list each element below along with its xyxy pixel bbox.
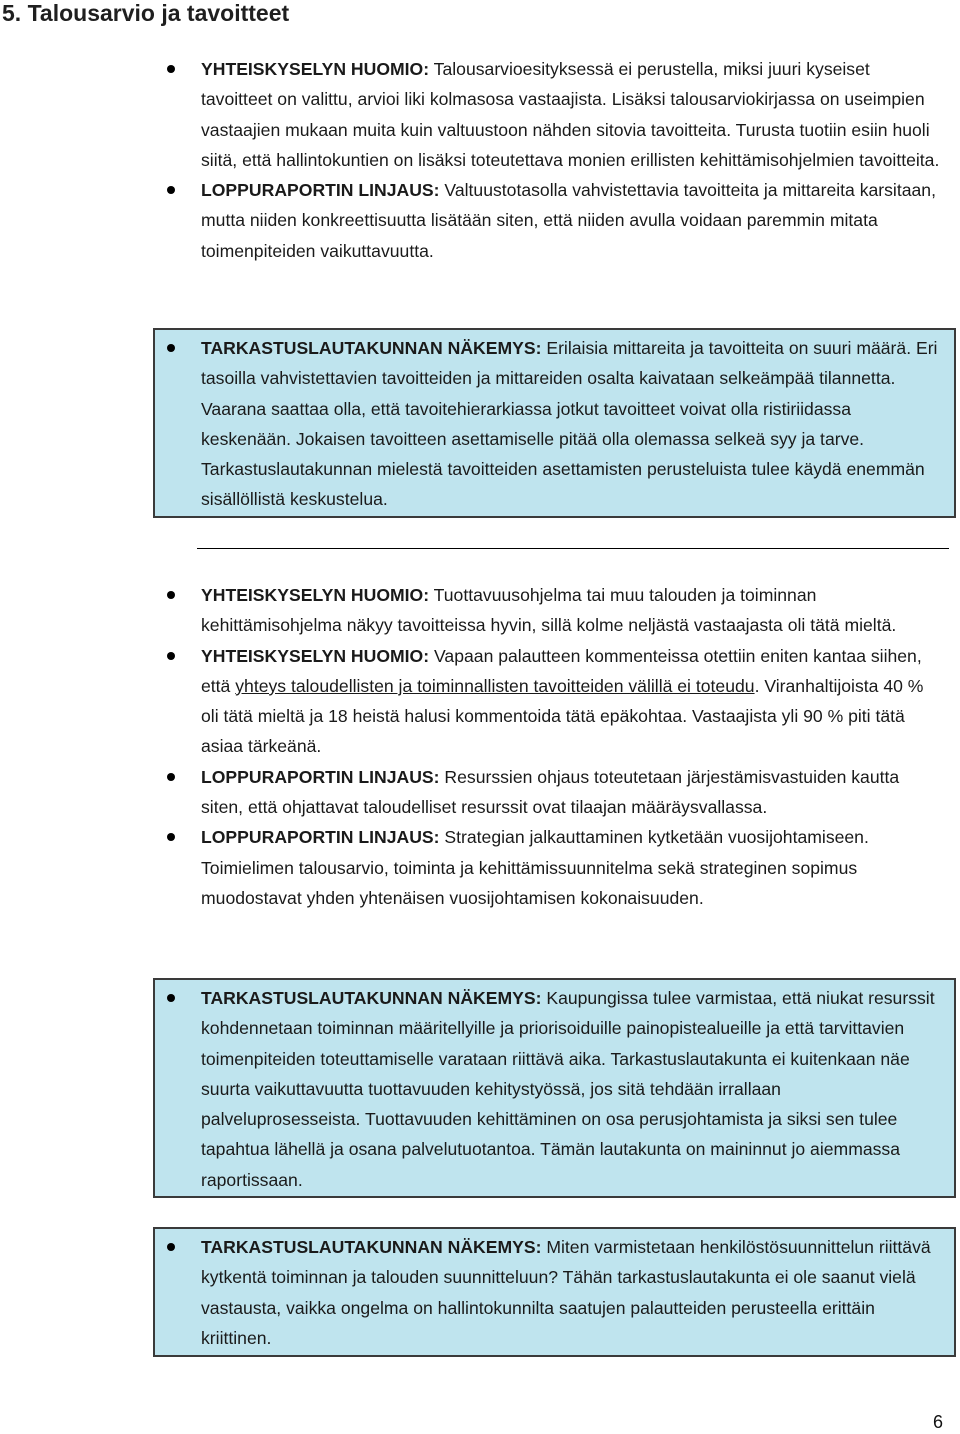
- audit-view-list: [155, 330, 954, 515]
- bullet-icon: [167, 65, 175, 73]
- bullet-icon: [167, 186, 175, 194]
- bullet-icon: [167, 1243, 175, 1251]
- audit-view-list: [155, 980, 954, 1195]
- audit-committee-view-box: [153, 1227, 956, 1357]
- item-text: Erilaisia mittareita ja tavoitteita on suuri määrä. Eri tasoilla vahvistettavien tavoitteiden ja mittareiden osalta kaivataan selkeämpää tilannetta. Vaarana saattaa olla, että tavoitehierarkiassa jotkut tavoitteet voivat olla ristiriidassa keskenään. Jokaisen tavoitteen asettamiselle pitää olla olemassa selkeä syy ja tarve. Tarkastuslautakunnan mielestä tavoitteiden asettamisten perusteluista tulee käydä enemmän sisällöllistä keskustelua.: [201, 338, 938, 510]
- separator-line: [197, 548, 949, 549]
- item-label: LOPPURAPORTIN LINJAUS:: [201, 180, 440, 201]
- bullet-icon: [167, 344, 175, 352]
- list-item: [0, 822, 960, 913]
- list-item: [0, 641, 960, 762]
- bullet-icon: [167, 833, 175, 841]
- bullet-icon: [167, 652, 175, 660]
- item-text: Resurssien ohjaus toteutetaan järjestämisvastuiden kautta siten, että ohjattavat taloudelliset resurssit ovat tilaajan määräysvallassa.: [201, 766, 900, 818]
- item-text: . Viranhaltijoista 40 % oli tätä mieltä ja 18 heistä halusi kommentoida tätä epäkohtaa. Vastaajista yli 90 % piti tätä asiaa tärkeänä.: [201, 675, 924, 757]
- item-label: YHTEISKYSELYN HUOMIO:: [201, 59, 430, 79]
- item-label: TARKASTUSLAUTAKUNNAN NÄKEMYS:: [201, 988, 542, 1008]
- section-heading: 5. Talousarvio ja tavoitteet: [2, 0, 290, 26]
- item-text: Miten varmistetaan henkilöstösuunnittelun riittävä kytkentä toiminnan ja talouden suunnitteluun? Tähän tarkastuslautakunta ei ole saanut vielä vastausta, vaikka ongelma on hallintokunnilta saatujen palautteiden perusteella erittäin kriittinen.: [201, 1237, 931, 1348]
- page-number: 6: [933, 1412, 944, 1432]
- audit-view-list: [155, 1229, 954, 1353]
- item-text: Tuottavuusohjelma tai muu talouden ja toiminnan kehittämisohjelma näkyy tavoitteissa hyvin, sillä kolme neljästä vastaajasta oli tätä mieltä.: [201, 585, 897, 636]
- item-label: YHTEISKYSELYN HUOMIO:: [201, 585, 430, 605]
- survey-findings-list-1: [0, 54, 960, 266]
- list-item: [155, 333, 954, 515]
- item-text: Talousarvioesityksessä ei perustella, miksi juuri kyseiset tavoitteet on valittu, arvioi liki kolmasosa vastaajista. Lisäksi talousarviokirjassa on useimpien vastaajien mukaan muita kuin valtuustoon nähden sitovia tavoitteita. Turusta tuotiin esiin huoli siitä, että hallintokuntien on lisäksi toteutettava monien erillisten kehittämisohjelmien tavoitteita.: [201, 59, 940, 170]
- list-item: [0, 175, 960, 266]
- list-item: [0, 54, 960, 175]
- list-item: [0, 762, 960, 823]
- bullet-icon: [167, 994, 175, 1002]
- item-label: TARKASTUSLAUTAKUNNAN NÄKEMYS:: [201, 338, 542, 358]
- audit-committee-view-box: [153, 328, 956, 518]
- bullet-icon: [167, 773, 175, 781]
- list-item: [155, 983, 954, 1195]
- underlined-text: yhteys taloudellisten ja toiminnallisten tavoitteiden välillä ei toteudu: [235, 675, 755, 696]
- list-item: [0, 580, 960, 641]
- item-label: LOPPURAPORTIN LINJAUS:: [201, 827, 440, 848]
- item-label: TARKASTUSLAUTAKUNNAN NÄKEMYS:: [201, 1237, 542, 1257]
- list-item: [155, 1232, 954, 1353]
- item-text: Kaupungissa tulee varmistaa, että niukat resurssit kohdennetaan toiminnan määritellyille ja priorisoiduille painopistealueille ja että tarvittavien toimenpiteiden toteuttamiselle varataan riittävä aika. Tarkastuslautakunta ei kuitenkaan näe suurta vaikuttavuutta tuottavuuden kehitystyössä, jos sitä tehdään irrallaan palveluprosesseista. Tuottavuuden kehittäminen on osa perusjohtamista ja siksi sen tulee tapahtua lähellä ja osana palvelutuotantoa. Tämän lautakunta on maininnut jo aiemmassa raportissaan.: [201, 988, 935, 1190]
- item-text: Valtuustotasolla vahvistettavia tavoitteita ja mittareita karsitaan, mutta niiden konkreettisuutta lisätään siten, että niiden avulla voidaan paremmin mitata toimenpiteiden vaikuttavuutta.: [201, 180, 936, 261]
- item-label: YHTEISKYSELYN HUOMIO:: [201, 645, 430, 666]
- survey-findings-list-2: [0, 580, 960, 913]
- item-text: Vapaan palautteen kommenteissa otettiin eniten kantaa siihen, että: [201, 645, 922, 696]
- item-label: LOPPURAPORTIN LINJAUS:: [201, 766, 440, 787]
- audit-committee-view-box: [153, 978, 956, 1198]
- bullet-icon: [167, 591, 175, 599]
- item-text: Strategian jalkauttaminen kytketään vuosijohtamiseen. Toimielimen talousarvio, toiminta ja kehittämissuunnitelma sekä strateginen sopimus muodostavat yhden yhtenäisen vuosijohtamisen kokonaisuuden.: [201, 827, 869, 908]
